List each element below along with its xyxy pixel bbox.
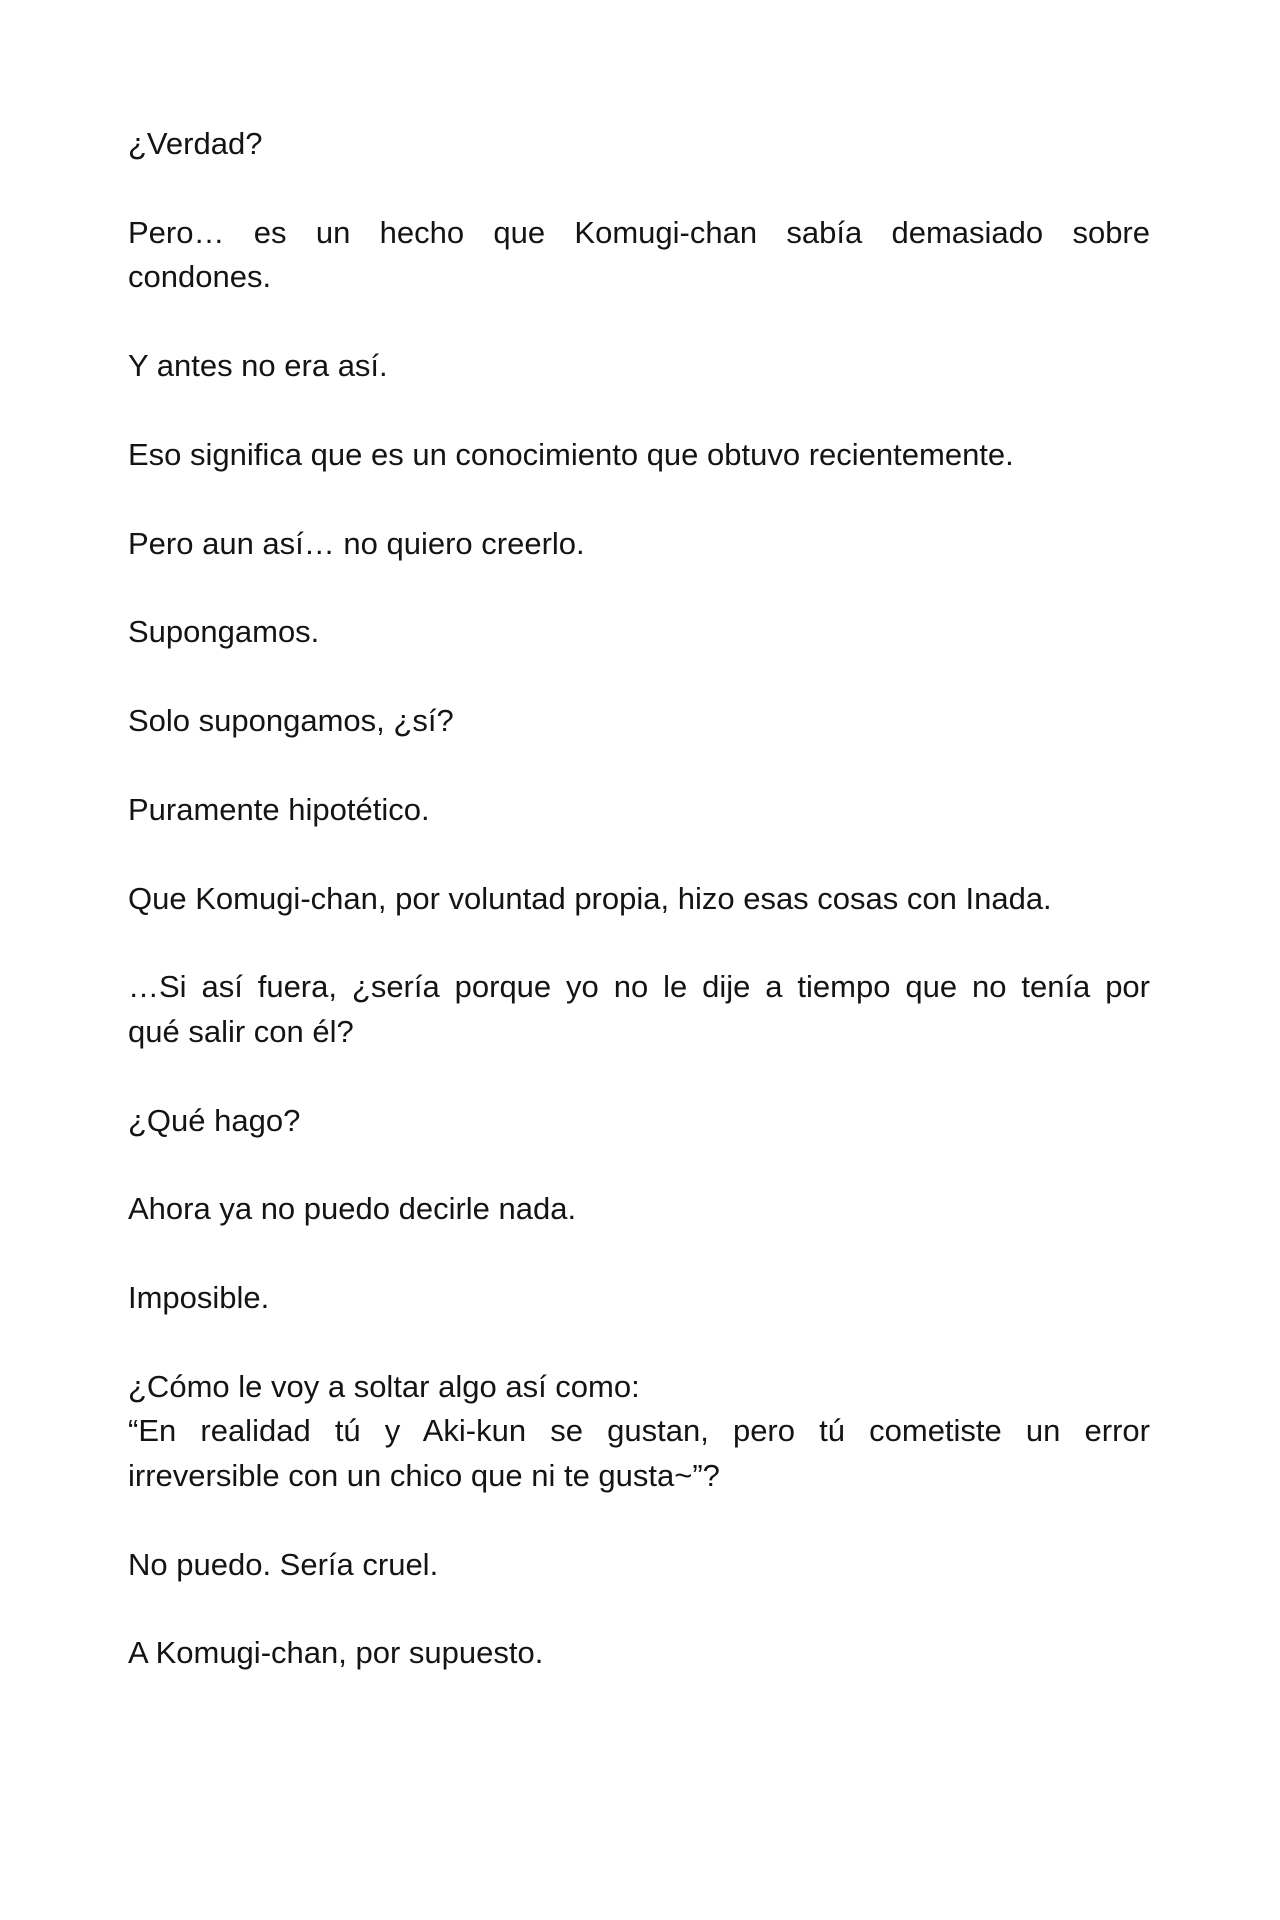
text-line: qué salir con él? xyxy=(128,1013,354,1049)
paragraph xyxy=(128,1276,1150,1320)
text-line: Puramente hipotético. xyxy=(128,791,430,827)
paragraph xyxy=(128,522,1150,566)
text-line: Pero aun así… no quiero creerlo. xyxy=(128,525,585,561)
paragraph xyxy=(128,344,1150,388)
paragraph xyxy=(128,877,1150,921)
paragraph xyxy=(128,610,1150,654)
paragraph xyxy=(128,211,1150,300)
document-page xyxy=(128,122,1150,1720)
paragraph xyxy=(128,1543,1150,1587)
text-line: No puedo. Sería cruel. xyxy=(128,1546,439,1582)
text-line: ¿Qué hago? xyxy=(128,1102,301,1138)
text-line: Y antes no era así. xyxy=(128,347,388,383)
text-line: Eso significa que es un conocimiento que obtuvo recientemente. xyxy=(128,436,1014,472)
text-line: Solo supongamos, ¿sí? xyxy=(128,703,454,739)
paragraph xyxy=(128,1187,1150,1231)
paragraph xyxy=(128,122,1150,166)
text-line: Imposible. xyxy=(128,1280,270,1316)
text-line: Que Komugi-chan, por voluntad propia, hizo esas cosas con Inada. xyxy=(128,880,1052,916)
paragraph xyxy=(128,1631,1150,1675)
paragraph xyxy=(128,699,1150,743)
paragraph xyxy=(128,433,1150,477)
text-line: Ahora ya no puedo decirle nada. xyxy=(128,1191,577,1227)
text-line: Pero… es un hecho que Komugi-chan sabía demasiado sobre xyxy=(128,214,1150,250)
paragraph xyxy=(128,1099,1150,1143)
text-line: condones. xyxy=(128,259,272,295)
text-line: irreversible con un chico que ni te gusta~”? xyxy=(128,1457,720,1493)
text-line: Supongamos. xyxy=(128,614,320,650)
text-line: A Komugi-chan, por supuesto. xyxy=(128,1635,544,1671)
paragraph xyxy=(128,965,1150,1054)
text-line: ¿Cómo le voy a soltar algo así como: xyxy=(128,1368,640,1404)
text-line: …Si así fuera, ¿sería porque yo no le dije a tiempo que no tenía por xyxy=(128,969,1150,1005)
text-line: ¿Verdad? xyxy=(128,126,263,161)
paragraph xyxy=(128,1365,1150,1498)
paragraph xyxy=(128,788,1150,832)
text-line: “En realidad tú y Aki-kun se gustan, pero tú cometiste un error xyxy=(128,1413,1150,1449)
